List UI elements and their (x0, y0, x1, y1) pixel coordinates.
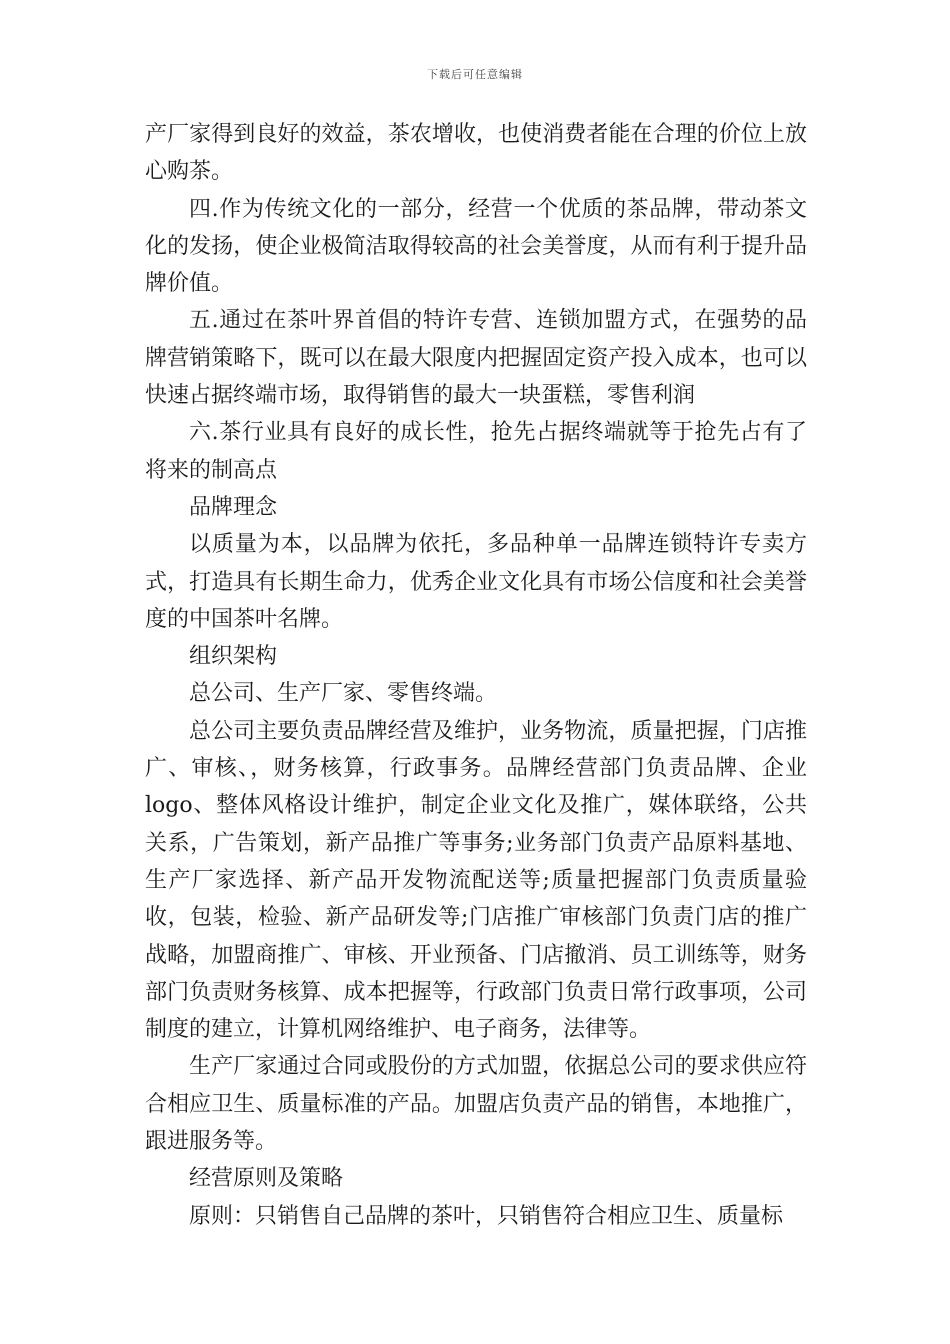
document-body (145, 116, 807, 1235)
paragraph-brand-concept: 以质量为本，以品牌为依托，多品种单一品牌连锁特许专卖方式，打造具有长期生命力，优秀企业文化具有市场公信度和社会美誉度的中国茶叶名牌。 (145, 532, 807, 632)
section-heading-brand-concept: 品牌理念 (189, 494, 278, 520)
paragraph-manufacturers: 生产厂家通过合同或股份的方式加盟，依据总公司的要求供应符合相应卫生、质量标准的产品。加盟店负责产品的销售，本地推广，跟进服务等。 (145, 1054, 807, 1155)
section-heading-principles: 经营原则及策略 (189, 1166, 344, 1192)
paragraph-point-five: 五.通过在茶叶界首倡的特许专营、连锁加盟方式，在强势的品牌营销策略下，既可以在最大限度内把握固定资产投入成本，也可以快速占据终端市场，取得销售的最大一块蛋糕，零售利润 (145, 308, 807, 409)
paragraph-headquarters-duties: 总公司主要负责品牌经营及维护，业务物流，质量把握，门店推广、审核、，财务核算，行政事务。品牌经营部门负责品牌、企业logo、整体风格设计维护，制定企业文化及推广，媒体联络，公共关系，广告策划，新产品推广等事务;业务部门负责产品原料基地、生产厂家选择、新产品开发物流配送等;质量把握部门负责质量验收，包装，检验、新产品研发等;门店推广审核部门负责门店的推广战略，加盟商推广、审核、开业预备、门店撤消、员工训练等，财务部门负责财务核算、成本把握等，行政部门负责日常行政事项，公司制度的建立，计算机网络维护、电子商务，法律等。 (145, 718, 807, 1043)
paragraph-principles: 原则：只销售自己品牌的茶叶，只销售符合相应卫生、质量标 (189, 1203, 784, 1229)
paragraph-point-six: 六.茶行业具有良好的成长性，抢先占据终端就等于抢先占有了将来的制高点 (145, 420, 807, 483)
paragraph-point-four: 四.作为传统文化的一部分，经营一个优质的茶品牌，带动茶文化的发扬，使企业极简洁取得较高的社会美誉度，从而有利于提升品牌价值。 (145, 196, 807, 297)
page-header-note: 下载后可任意编辑 (427, 68, 523, 81)
paragraph-organization-summary: 总公司、生产厂家、零售终端。 (189, 681, 498, 707)
section-heading-organization: 组织架构 (189, 644, 278, 670)
paragraph-continuation: 产厂家得到良好的效益，茶农增收，也使消费者能在合理的价位上放心购茶。 (145, 122, 807, 185)
